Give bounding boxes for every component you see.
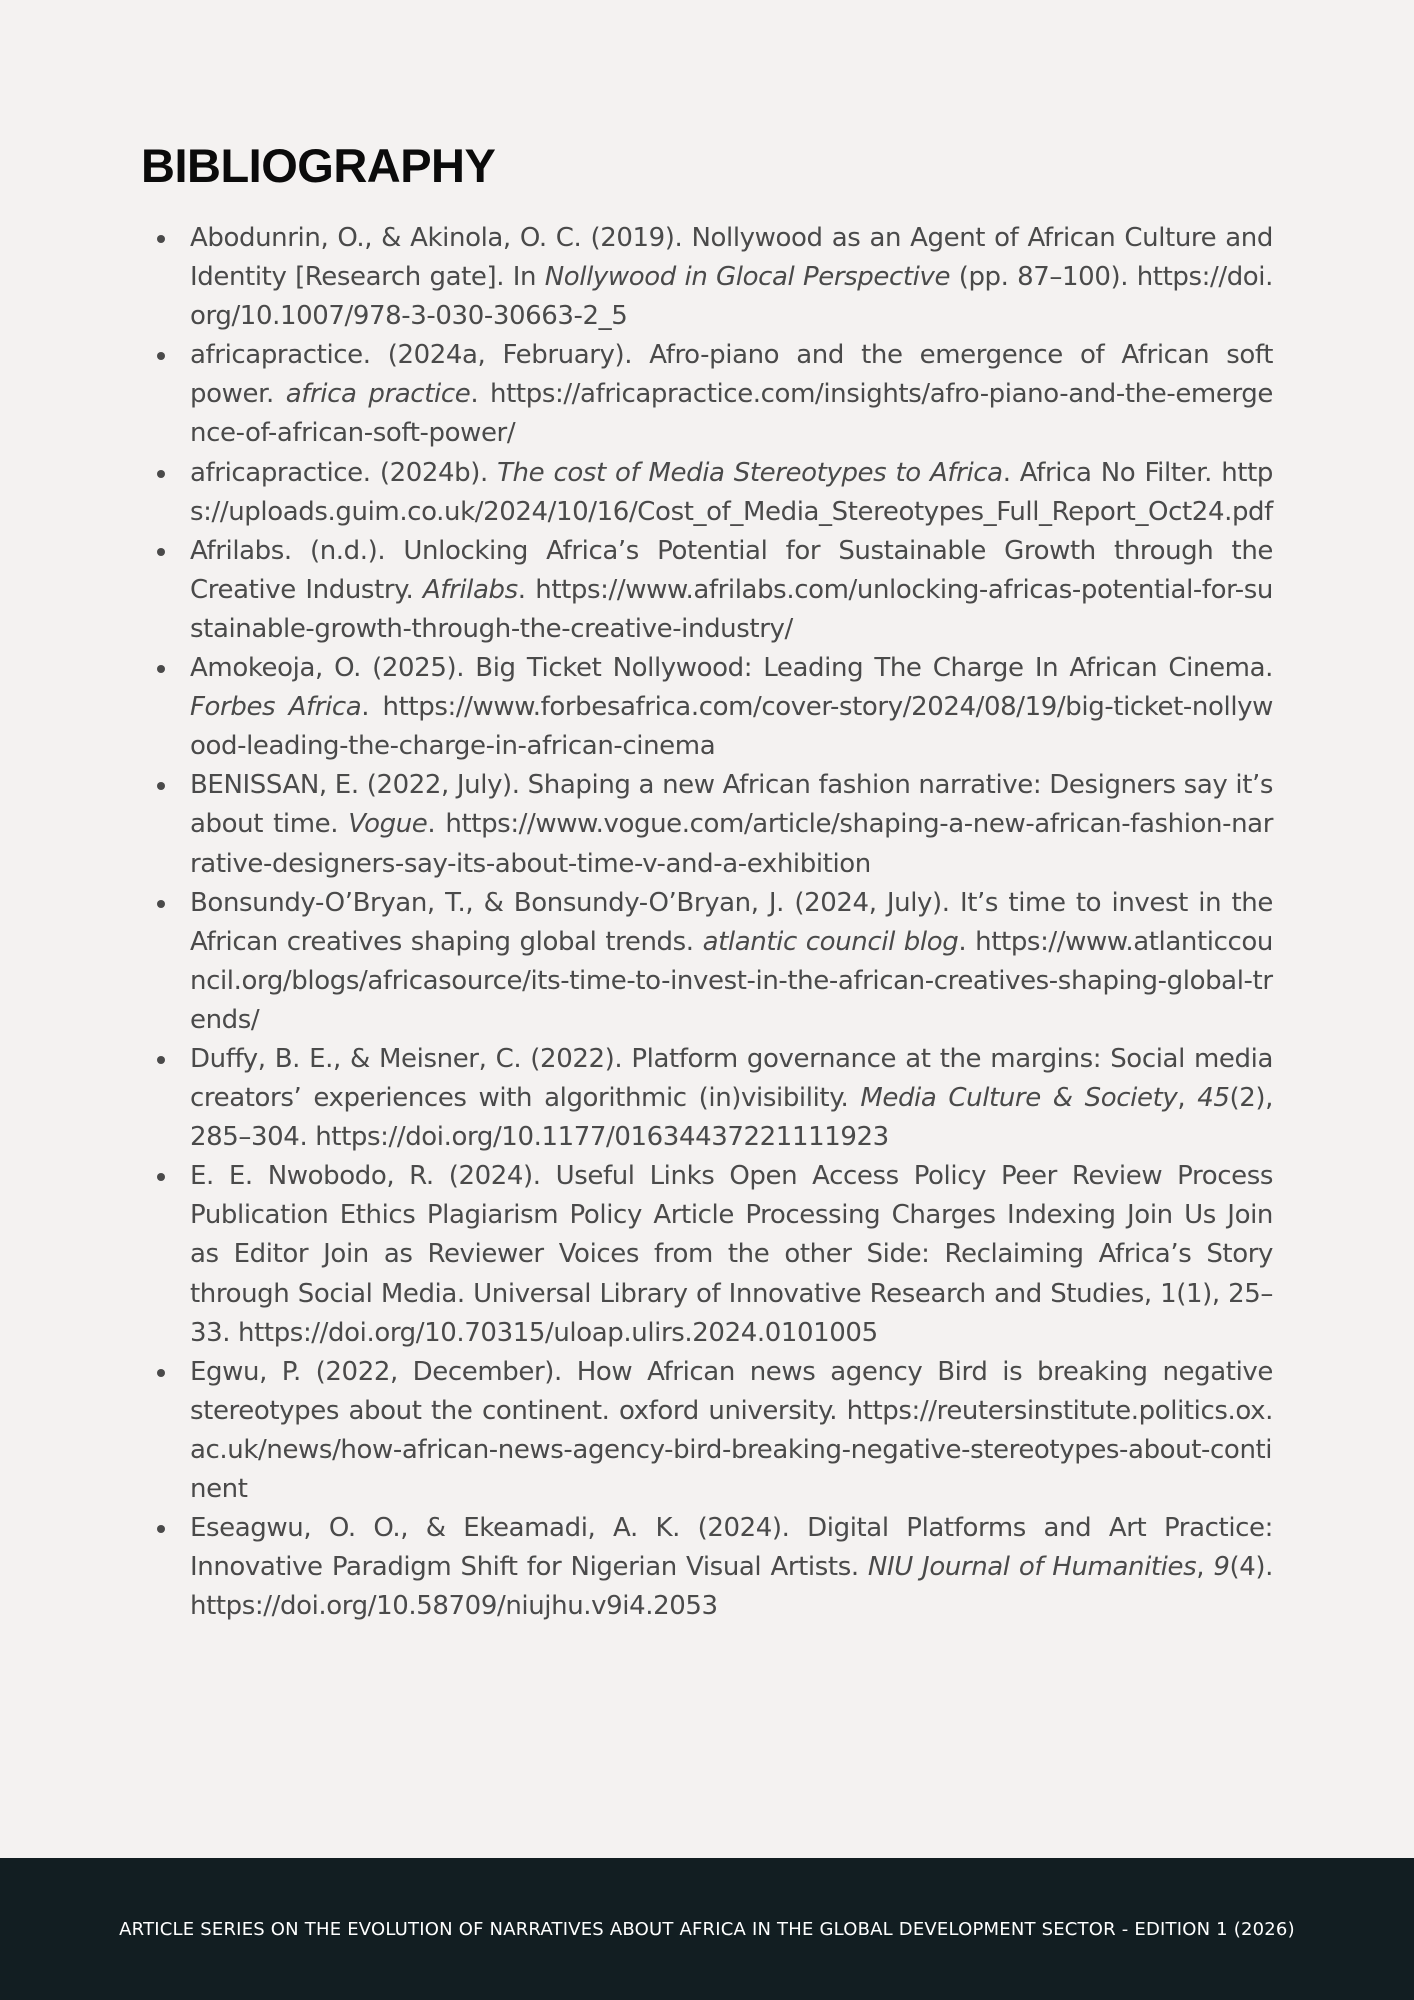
reference-link[interactable]: https://www.afrilabs.com/unlocking-africas-potential-for-sustainable-growth-through-the-creative-industry/ xyxy=(190,574,1273,644)
reference-link[interactable]: https://doi.org/10.70315/uloap.ulirs.2024.0101005 xyxy=(238,1317,878,1348)
reference-item: Abodunrin, O., & Akinola, O. C. (2019). Nollywood as an Agent of African Culture and Identity [Research gate]. In Nollywood in Glocal Perspective (pp. 87–100). https://doi.org/10.1007/978-3-030-30663-2_5 xyxy=(190,219,1273,336)
bullet-icon xyxy=(157,900,165,908)
reference-item: E. E. Nwobodo, R. (2024). Useful Links Open Access Policy Peer Review Process Publication Ethics Plagiarism Policy Article Processing Charges Indexing Join Us Join as Editor Join as Reviewer Voices from the other Side: Reclaiming Africa’s Story through Social Media. Universal Library of Innovative Research and Studies, 1(1), 25–33. https://doi.org/10.70315/uloap.ulirs.2024.0101005 xyxy=(190,1157,1273,1352)
reference-item: Duffy, B. E., & Meisner, C. (2022). Platform governance at the margins: Social media creators’ experiences with algorithmic (in)visibility. Media Culture & Society, 45(2), 285–304. https://doi.org/10.1177/01634437221111923 xyxy=(190,1040,1273,1157)
reference-link[interactable]: https://doi.org/10.1177/01634437221111923 xyxy=(315,1122,889,1153)
reference-link[interactable]: https://doi.org/10.1007/978-3-030-30663-2_5 xyxy=(190,262,1273,332)
bullet-icon xyxy=(157,1369,165,1377)
reference-item: BENISSAN, E. (2022, July). Shaping a new African fashion narrative: Designers say it’s about time. Vogue. https://www.vogue.com/article/shaping-a-new-african-fashion-narrative-designers-say-its-about-time-v-and-a-exhibition xyxy=(190,766,1273,883)
reference-item: Amokeoja, O. (2025). Big Ticket Nollywood: Leading The Charge In African Cinema. Forbes Africa. https://www.forbesafrica.com/cover-story/2024/08/19/big-ticket-nollywood-leading-the-charge-in-african-cinema xyxy=(190,649,1273,766)
bullet-icon xyxy=(157,782,165,790)
reference-item: Egwu, P. (2022, December). How African news agency Bird is breaking negative stereotypes about the continent. oxford university. https://reutersinstitute.politics.ox.ac.uk/news/how-african-news-agency-bird-breaking-negative-stereotypes-about-continent xyxy=(190,1353,1273,1509)
bibliography-section xyxy=(141,135,1273,1626)
bullet-icon xyxy=(157,548,165,556)
reference-item: Afrilabs. (n.d.). Unlocking Africa’s Potential for Sustainable Growth through the Creative Industry. Afrilabs. https://www.afrilabs.com/unlocking-africas-potential-for-sustainable-growth-through-the-creative-industry/ xyxy=(190,532,1273,649)
reference-link[interactable]: https://doi.org/10.58709/niujhu.v9i4.2053 xyxy=(190,1591,718,1622)
reference-item: africapractice. (2024a, February). Afro-piano and the emergence of African soft power. africa practice. https://africapractice.com/insights/afro-piano-and-the-emergence-of-african-soft-power/ xyxy=(190,336,1273,453)
reference-link[interactable]: https://www.atlanticcouncil.org/blogs/africasource/its-time-to-invest-in-the-african-creatives-shaping-global-trends/ xyxy=(190,926,1273,1035)
reference-list xyxy=(141,219,1273,1626)
bullet-icon xyxy=(157,1056,165,1064)
footer-series-title: ARTICLE SERIES ON THE EVOLUTION OF NARRATIVES ABOUT AFRICA IN THE GLOBAL DEVELOPMENT SECTOR - EDITION 1 (2026) xyxy=(119,1918,1295,1940)
bullet-icon xyxy=(157,665,165,673)
bullet-icon xyxy=(157,235,165,243)
reference-link[interactable]: https://reutersinstitute.politics.ox.ac.uk/news/how-african-news-agency-bird-breaking-negative-stereotypes-about-continent xyxy=(190,1395,1273,1504)
reference-item: Bonsundy-O’Bryan, T., & Bonsundy-O’Bryan, J. (2024, July). It’s time to invest in the African creatives shaping global trends. atlantic council blog. https://www.atlanticcouncil.org/blogs/africasource/its-time-to-invest-in-the-african-creatives-shaping-global-trends/ xyxy=(190,884,1273,1040)
page-title: BIBLIOGRAPHY xyxy=(141,139,496,192)
reference-item: africapractice. (2024b). The cost of Media Stereotypes to Africa. Africa No Filter. https://uploads.guim.co.uk/2024/10/16/Cost_of_Media_Stereotypes_Full_Report_Oct24.pdf xyxy=(190,454,1273,532)
reference-link[interactable]: https://www.forbesafrica.com/cover-story/2024/08/19/big-ticket-nollywood-leading-the-charge-in-african-cinema xyxy=(190,692,1273,762)
reference-link[interactable]: https://uploads.guim.co.uk/2024/10/16/Cost_of_Media_Stereotypes_Full_Report_Oct24.pdf xyxy=(190,457,1273,527)
bullet-icon xyxy=(157,470,165,478)
reference-item: Eseagwu, O. O., & Ekeamadi, A. K. (2024). Digital Platforms and Art Practice: Innovative Paradigm Shift for Nigerian Visual Artists. NIU Journal of Humanities, 9(4). https://doi.org/10.58709/niujhu.v9i4.2053 xyxy=(190,1509,1273,1626)
reference-link[interactable]: https://africapractice.com/insights/afro-piano-and-the-emergence-of-african-soft-power/ xyxy=(190,379,1273,449)
bullet-icon xyxy=(157,1173,165,1181)
page-footer xyxy=(0,1858,1414,2000)
reference-link[interactable]: https://www.vogue.com/article/shaping-a-new-african-fashion-narrative-designers-say-its-about-time-v-and-a-exhibition xyxy=(190,809,1273,879)
bullet-icon xyxy=(157,352,165,360)
bullet-icon xyxy=(157,1525,165,1533)
